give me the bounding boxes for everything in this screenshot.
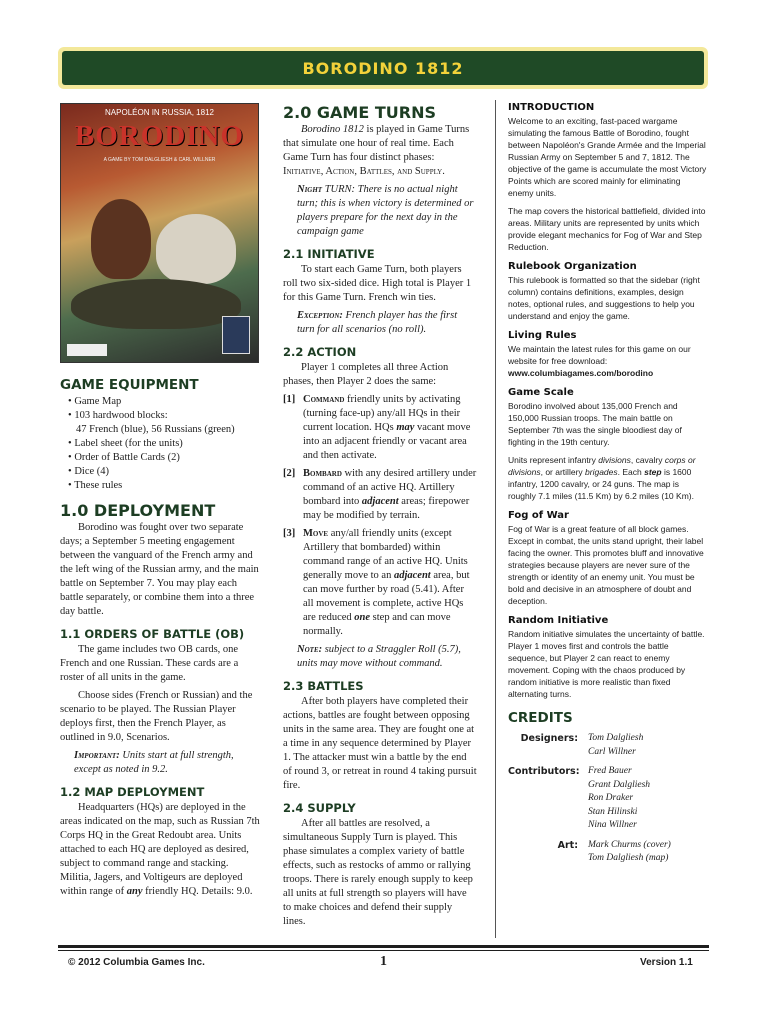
- page-title: BORODINO 1812: [302, 58, 464, 78]
- footer-rule-thin: [58, 950, 709, 951]
- map-deployment-heading: 1.2 MAP DEPLOYMENT: [60, 785, 205, 799]
- credit-name: Mark Churms (cover): [588, 839, 671, 850]
- phase-move: [283, 527, 477, 639]
- middle-column: [283, 100, 477, 933]
- publisher-logo: [67, 344, 107, 356]
- ob-note: [74, 749, 260, 777]
- footer-version: Version 1.1: [640, 957, 693, 968]
- introduction-paragraph-2: The map covers the historical battlefield, divided into areas. Military units are represented by units which provide elegant mechanics for Fog of War and Step Reduction.: [508, 206, 706, 252]
- phase-text-end: vacant move into an adjacent friendly or vacant area and then activate.: [303, 422, 471, 461]
- cover-subtitle: NAPOLÉON IN RUSSIA, 1812: [105, 108, 214, 117]
- cover-designers: A GAME BY TOM DALGLIESH & CARL WILLNER: [103, 157, 216, 163]
- phase-bombard: [283, 467, 477, 523]
- night-label: Night: [297, 184, 323, 195]
- initiative-note: [297, 309, 477, 337]
- credits-label: Contributors:: [508, 766, 580, 777]
- supply-heading: 2.4 SUPPLY: [283, 801, 356, 815]
- cover-art-horse: [156, 214, 236, 284]
- note-label: Note:: [297, 644, 323, 655]
- living-rules-text: We maintain the latest rules for this game on our website for free download:: [508, 344, 691, 366]
- scale-italic: corps or divisions: [508, 455, 696, 477]
- footer-rule-thick: [58, 945, 709, 948]
- list-item: • Dice (4): [68, 465, 260, 479]
- phase-name: Command: [303, 394, 345, 405]
- night-turn-note: [297, 183, 477, 239]
- phase-name: Bombard: [303, 468, 342, 479]
- introduction-heading: INTRODUCTION: [508, 102, 595, 113]
- scale-text: Units represent infantry: [508, 455, 599, 465]
- phase-text-end: step and can move normally.: [303, 612, 451, 637]
- phase-number: [1]: [283, 394, 296, 405]
- fog-of-war-heading: Fog of War: [508, 510, 569, 521]
- game-scale-heading: Game Scale: [508, 387, 574, 398]
- credit-name: Grant Dalgliesh: [588, 779, 651, 790]
- battles-heading: 2.3 BATTLES: [283, 679, 364, 693]
- cover-art-soldiers: [71, 279, 241, 329]
- footer-copyright: © 2012 Columbia Games Inc.: [68, 957, 205, 968]
- phase-name: Move: [303, 528, 329, 539]
- phase-number: [2]: [283, 468, 296, 479]
- map-text-emphasis: any: [126, 886, 143, 897]
- game-scale-paragraph-1: Borodino involved about 135,000 French and 150,000 Russian troops. The main battle on September 7th was the single bloodiest day of fighting in the 19th century.: [508, 401, 682, 447]
- game-turns-text: is played in Game Turns that simulate one hour of real time. Each Game Turn has four distinct phases:: [283, 124, 470, 163]
- phase-text-mid: area, but can move further by road (5.41). After all movement is complete, active HQs are reduced: [303, 570, 470, 623]
- sidebar-column: [508, 100, 708, 872]
- phase-text: any/all friendly units (except Artillery that bombarded) within command range of an active HQ. Units generally move to an: [303, 528, 468, 581]
- ob-heading: 1.1 ORDERS OF BATTLE (OB): [60, 627, 245, 641]
- list-item: • These rules: [68, 479, 260, 493]
- scale-emphasis: step: [644, 467, 662, 477]
- list-item: • Game Map: [68, 395, 260, 409]
- cover-art-rider: [91, 199, 151, 279]
- random-initiative-paragraph: Random initiative simulates the uncertainty of battle. Player 1 moves first and controls the battle sequence, but Player 2 can react to enemy movement. Coping with the chaos produced by random initiative is more realistic than fixed alternating turns.: [508, 629, 705, 699]
- credits-label: Art:: [557, 839, 578, 851]
- list-item: • Label sheet (for the units): [68, 437, 260, 451]
- introduction-paragraph-1: Welcome to an exciting, fast-paced wargame simulating the famous Battle of Borodino, fought between Napoléon's Grande Armée and the Imperial Russian Army on September 5 and 7, 1812. The objective of the game is accumulate the most Victory Points which are scored mainly for eliminating enemy units.: [508, 116, 707, 198]
- note-text: subject to a Straggler Roll (5.7), units may move without command.: [297, 644, 461, 669]
- column-divider: [495, 100, 496, 938]
- credit-name: Nina Willner: [588, 820, 637, 830]
- equipment-list: [60, 395, 260, 493]
- game-title-italic: Borodino 1812: [301, 124, 364, 135]
- rulebook-organization-heading: Rulebook Organization: [508, 261, 637, 272]
- credits-heading: CREDITS: [508, 710, 573, 726]
- living-rules-paragraph: [508, 343, 708, 379]
- scale-text: is 1600 infantry, 1200 cavalry, or 24 guns. The map is roughly 7.1 miles (11.5 Km) by 6.2 miles (10 Km).: [508, 467, 694, 501]
- initiative-heading: 2.1 INITIATIVE: [283, 247, 375, 261]
- ob-note-text: Units start at full strength, except as noted in 9.2.: [74, 750, 234, 775]
- credit-name: Fred Bauer: [588, 766, 632, 776]
- credits-art: [508, 839, 708, 866]
- map-text-1: Headquarters (HQs) are deployed in the areas indicated on the map, such as Russian 7th Corps HQ in the Great Redoubt area. Units attached to each HQ are deployed as desired, subject to command range and stacking. Militia, Jagers, and Voltigeurs are deployed within range of: [60, 802, 260, 897]
- game-turns-heading: 2.0 GAME TURNS: [283, 103, 436, 122]
- phase-text: with any desired artillery under command of an active HQ. Artillery bombard into: [303, 468, 477, 507]
- scale-italic: brigades: [585, 467, 618, 477]
- phase-emphasis: adjacent: [393, 570, 431, 581]
- battles-paragraph: After both players have completed their actions, battles are fought between opposing units in the same area. They are fought one at a time in any sequence determined by Player 1. The attacker must win a battle by the end of round 3, or retreat in round 4 taking pursuit fire.: [283, 696, 477, 791]
- columbia-games-logo: [222, 316, 250, 354]
- move-note: [297, 643, 477, 671]
- equipment-heading: GAME EQUIPMENT: [60, 377, 199, 393]
- phase-text: friendly units by activating (turning face-up) any/all HQs in their current location. HQs: [303, 394, 461, 433]
- box-cover-image: [60, 103, 259, 363]
- title-banner: [58, 47, 708, 89]
- credit-name: Carl Willner: [588, 746, 636, 757]
- credit-name: Ron Draker: [588, 793, 634, 803]
- phase-number: [3]: [283, 528, 296, 539]
- scale-text: , cavalry: [630, 455, 665, 465]
- action-paragraph: Player 1 completes all three Action phases, then Player 2 does the same:: [283, 362, 449, 387]
- deployment-intro: Borodino was fought over two separate days; a September 5 meeting engagement between the vanguard of the French army and the left wing of the Russian army, and the main battle on September 7. You may play each battle separately, or combine them into a three day battle.: [60, 522, 259, 617]
- left-column: [60, 103, 260, 903]
- fog-of-war-paragraph: Fog of War is a great feature of all block games. Except in combat, the units stand upright, their label facing the owner. This promotes bluff and innovative strategies because players are never sure of the strength or identity of an enemy unit. You must be bold and decisive in an atmosphere of doubt and deception.: [508, 524, 704, 606]
- ob-note-label: Important:: [74, 750, 120, 761]
- rulebook-organization-paragraph: This rulebook is formatted so that the sidebar (right column) contains definitions, examples, design notes, optional rules, and suggestions to help you understand and enjoy the game.: [508, 275, 700, 321]
- map-deployment-paragraph: [60, 801, 260, 899]
- credits-designers: [508, 732, 708, 759]
- phase-command: [283, 393, 477, 463]
- phase-text-end: areas; firepower may be modified by terrain.: [303, 496, 470, 521]
- random-initiative-heading: Random Initiative: [508, 615, 609, 626]
- game-turns-intro: [283, 123, 477, 179]
- phase-emphasis: may: [396, 422, 415, 433]
- exception-label: Exception:: [297, 310, 343, 321]
- phase-emphasis-2: one: [354, 612, 371, 623]
- scale-text: , or artillery: [540, 467, 586, 477]
- credits-contributors: [508, 765, 708, 833]
- credits-names: [588, 765, 650, 833]
- credits-names: [588, 839, 671, 866]
- list-item: 47 French (blue), 56 Russians (green): [76, 424, 235, 435]
- cover-title: BORODINO: [74, 120, 245, 152]
- list-item: • Order of Battle Cards (2): [68, 451, 260, 465]
- page-number: 1: [380, 954, 387, 969]
- game-scale-paragraph-2: [508, 454, 708, 502]
- ob-paragraph-1: The game includes two OB cards, one French and one Russian. These cards are a roster of all units in the game.: [60, 644, 239, 683]
- exception-text: French player has the first turn for all scenarios (no roll).: [297, 310, 458, 335]
- initiative-paragraph: To start each Game Turn, both players roll two six-sided dice. High total is Player 1 for this Game Turn. French win ties.: [283, 264, 472, 303]
- credits-names: [588, 732, 643, 759]
- map-text-2: friendly HQ. Details: 9.0.: [142, 886, 253, 897]
- credit-name: Tom Dalgliesh (map): [588, 853, 669, 863]
- ob-paragraph-2: Choose sides (French or Russian) and the scenario to be played. The Russian Player deploys first, then the French Player, as outlined in 9.0, Scenarios.: [60, 690, 253, 743]
- website-link[interactable]: www.columbiagames.com/borodino: [508, 368, 654, 378]
- credits-label: Designers:: [520, 733, 578, 744]
- credit-name: Stan Hilinski: [588, 806, 638, 817]
- deployment-heading: 1.0 DEPLOYMENT: [60, 501, 216, 520]
- phase-list: Initiative, Action, Battles, and Supply.: [283, 166, 445, 177]
- living-rules-heading: Living Rules: [508, 330, 577, 341]
- supply-paragraph: After all battles are resolved, a simultaneous Supply Turn is played. This phase simulates a complex variety of battle effects, such as restocks of ammo or rallying troops. There is rarely enough supply to keep all units at full strength so players will have to make choices and defend their supply lines.: [283, 818, 473, 927]
- title-banner-inner: [62, 51, 704, 85]
- credit-name: Tom Dalgliesh: [588, 733, 644, 743]
- list-item: • 103 hardwood blocks:: [68, 409, 260, 423]
- action-heading: 2.2 ACTION: [283, 345, 357, 359]
- scale-text: . Each: [617, 467, 645, 477]
- phase-emphasis: adjacent: [361, 496, 399, 507]
- scale-italic: divisions: [598, 455, 631, 465]
- night-note-text: TURN: There is no actual night turn; this is when victory is determined or players prepare for the next day in the campaign game: [297, 184, 474, 237]
